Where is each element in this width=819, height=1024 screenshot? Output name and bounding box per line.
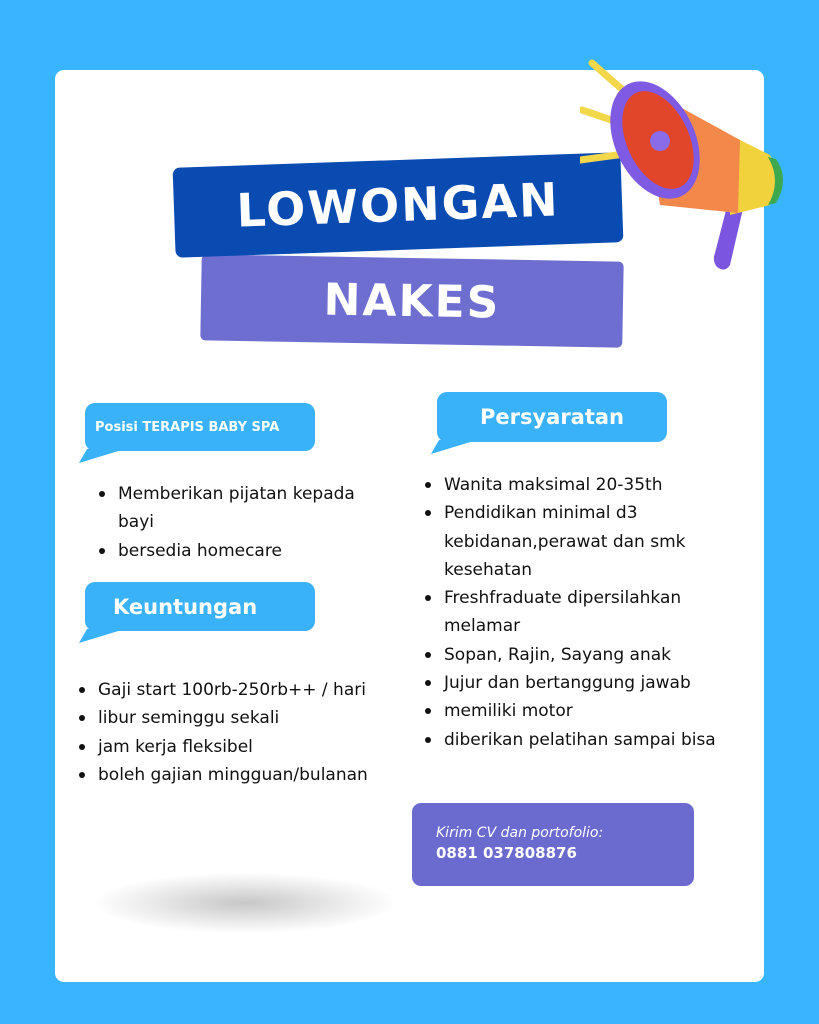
posisi-bubble	[85, 403, 315, 451]
list-item: Jujur dan bertanggung jawab	[422, 669, 752, 697]
list-item: Sopan, Rajin, Sayang anak	[422, 641, 752, 669]
contact-label: Kirim CV dan portofolio:	[436, 825, 604, 841]
decorative-shadow	[95, 873, 395, 933]
title-nakes	[200, 254, 623, 347]
list-item: bersedia homecare	[96, 537, 396, 565]
persyaratan-heading: Persyaratan	[479, 405, 625, 429]
list-item: libur seminggu sekali	[76, 704, 446, 732]
title-line1: LOWONGAN	[235, 172, 561, 238]
contact-box	[412, 803, 694, 886]
list-item: memiliki motor	[422, 697, 752, 725]
list-item: Pendidikan minimal d3 kebidanan,perawat dan smk kesehatan	[422, 499, 752, 584]
list-item: Wanita maksimal 20-35th	[422, 471, 752, 499]
list-item: jam kerja fleksibel	[76, 733, 446, 761]
list-item: Gaji start 100rb-250rb++ / hari	[76, 676, 446, 704]
list-item: Freshfraduate dipersilahkan melamar	[422, 584, 752, 641]
title-line2: NAKES	[323, 273, 501, 329]
persyaratan-bubble	[437, 392, 667, 442]
posisi-list	[96, 480, 396, 565]
list-item: Memberikan pijatan kepada bayi	[96, 480, 396, 537]
megaphone-icon	[580, 55, 795, 275]
persyaratan-list	[422, 471, 752, 754]
keuntungan-list	[76, 676, 446, 789]
list-item: diberikan pelatihan sampai bisa	[422, 726, 752, 754]
keuntungan-heading: Keuntungan	[113, 594, 258, 619]
list-item: boleh gajian mingguan/bulanan	[76, 761, 446, 789]
contact-phone[interactable]: 0881 037808876	[436, 844, 577, 862]
posisi-heading: Posisi TERAPIS BABY SPA	[95, 419, 280, 435]
title-lowongan	[173, 152, 624, 258]
keuntungan-bubble	[85, 582, 315, 631]
